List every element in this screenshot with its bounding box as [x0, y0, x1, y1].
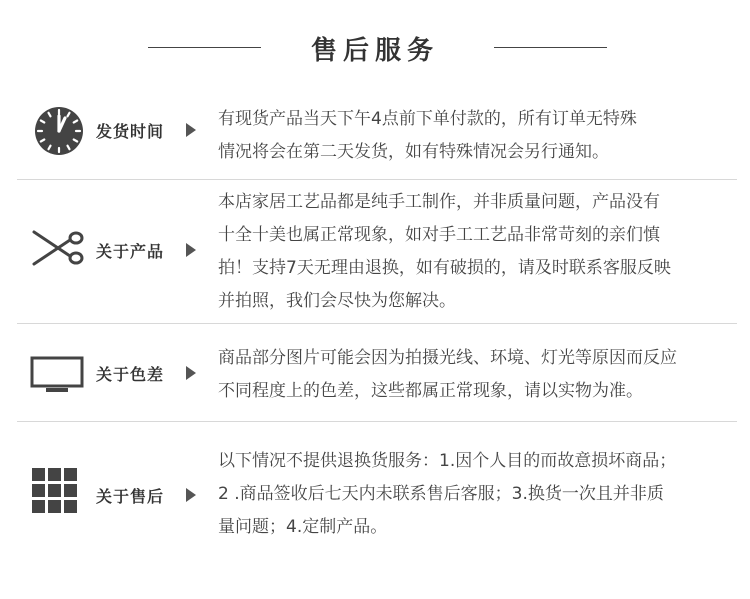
section-text	[218, 103, 738, 169]
section-label: 关于产品	[96, 242, 165, 261]
section-text	[218, 186, 738, 318]
section-label: 发货时间	[96, 122, 165, 141]
text-line: 拍！支持7天无理由退换，如有破损的，请及时联系客服反映	[218, 258, 671, 278]
section-text	[218, 445, 738, 544]
text-line: 本店家居工艺品都是纯手工制作，并非质量问题，产品没有	[218, 192, 660, 212]
section-label: 关于色差	[96, 365, 165, 384]
arrow-right-icon	[186, 123, 196, 137]
text-line: 十全十美也属正常现象，如对手工工艺品非常苛刻的亲们慎	[218, 225, 660, 245]
text-line: 以下情况不提供退换货服务：1.因个人目的而故意损坏商品；	[218, 451, 677, 471]
page-title: 售后服务	[310, 36, 439, 66]
section-after-sales	[0, 422, 750, 552]
scissors-icon	[32, 230, 84, 266]
text-line: 不同程度上的色差，这些都属正常现象，请以实物为准。	[218, 381, 643, 401]
section-color-difference	[0, 324, 750, 420]
arrow-right-icon	[186, 366, 196, 380]
arrow-right-icon	[186, 243, 196, 257]
arrow-right-icon	[186, 488, 196, 502]
header-rule-right	[494, 47, 607, 48]
text-line: 情况将会在第二天发货，如有特殊情况会另行通知。	[218, 142, 609, 162]
text-line: 有现货产品当天下午4点前下单付款的，所有订单无特殊	[218, 109, 637, 129]
text-line: 并拍照，我们会尽快为您解决。	[218, 291, 456, 311]
grid-icon	[32, 468, 78, 514]
clock-icon	[34, 106, 84, 156]
section-about-products	[0, 180, 750, 322]
section-shipping-time	[0, 95, 750, 177]
text-line: 商品部分图片可能会因为拍摄光线、环境、灯光等原因而反应	[218, 348, 677, 368]
section-text	[218, 342, 738, 408]
text-line: 2 .商品签收后七天内未联系售后客服；3.换货一次且并非质	[218, 484, 664, 504]
page-header	[0, 26, 750, 70]
text-line: 量问题；4.定制产品。	[218, 517, 388, 537]
monitor-icon	[30, 356, 84, 394]
section-label: 关于售后	[96, 487, 165, 506]
